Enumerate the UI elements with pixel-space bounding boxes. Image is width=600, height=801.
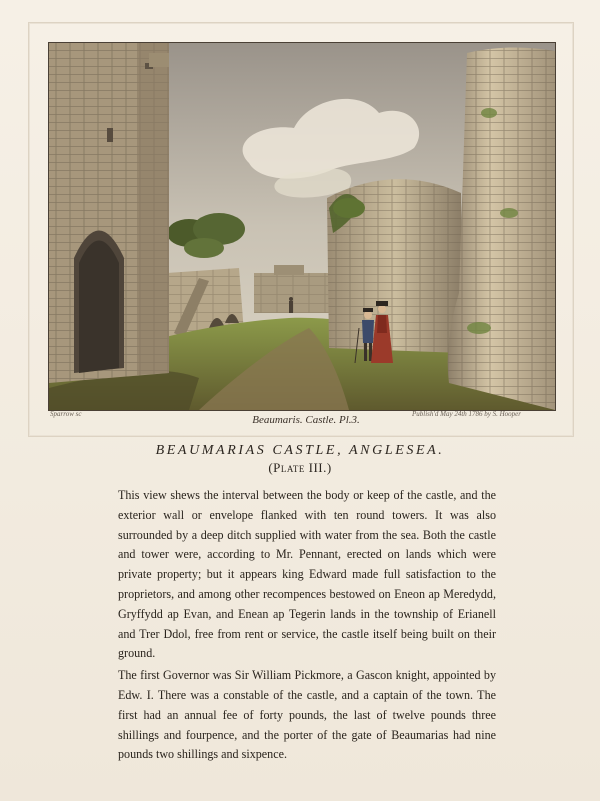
left-keep-tower — [49, 43, 169, 383]
distant-figure — [289, 297, 293, 313]
plate-caption: Beaumaris. Castle. Pl.3. — [252, 414, 360, 426]
paragraph: This view shews the interval between the body or keep of the castle, and the exterior wall or envelope flanked with ten round towers. It was also surrounded by a deep ditch supplied with water from the sea. Both the castle and tower were, according to Mr. Pennant, erected on lands which were private property; but it appears king Edward made full satisfaction to the proprietors, and among other recompences bestowed on Eneon ap Meredydd, Gryffydd ap Evan, and Enean ap Tegerin lands in the township of Erianell and Trer Ddol, free from rent or service, the castle itself being built on their ground. — [118, 488, 496, 661]
middle-round-tower — [327, 179, 463, 353]
page-title: BEAUMARIAS CASTLE, ANGLESEA. — [155, 443, 445, 458]
engraver-credit: Sparrow sc — [50, 410, 82, 418]
plate-subtitle: (Plate III.) — [268, 460, 332, 475]
publication-line: Publish'd May 24th 1786 by S. Hooper — [412, 410, 522, 418]
body-text — [118, 486, 496, 765]
paragraph: The first Governor was Sir William Pickmore, a Gascon knight, appointed by Edw. I. There was a constable of the castle, and a captain of the town. The first had an annual fee of forty pounds, the last of twelve pounds three shillings and fourpence, and the porter of the gate of Beaumarias had nine pounds two shillings and sixpence. — [118, 668, 496, 762]
castle-engraving — [48, 42, 556, 411]
